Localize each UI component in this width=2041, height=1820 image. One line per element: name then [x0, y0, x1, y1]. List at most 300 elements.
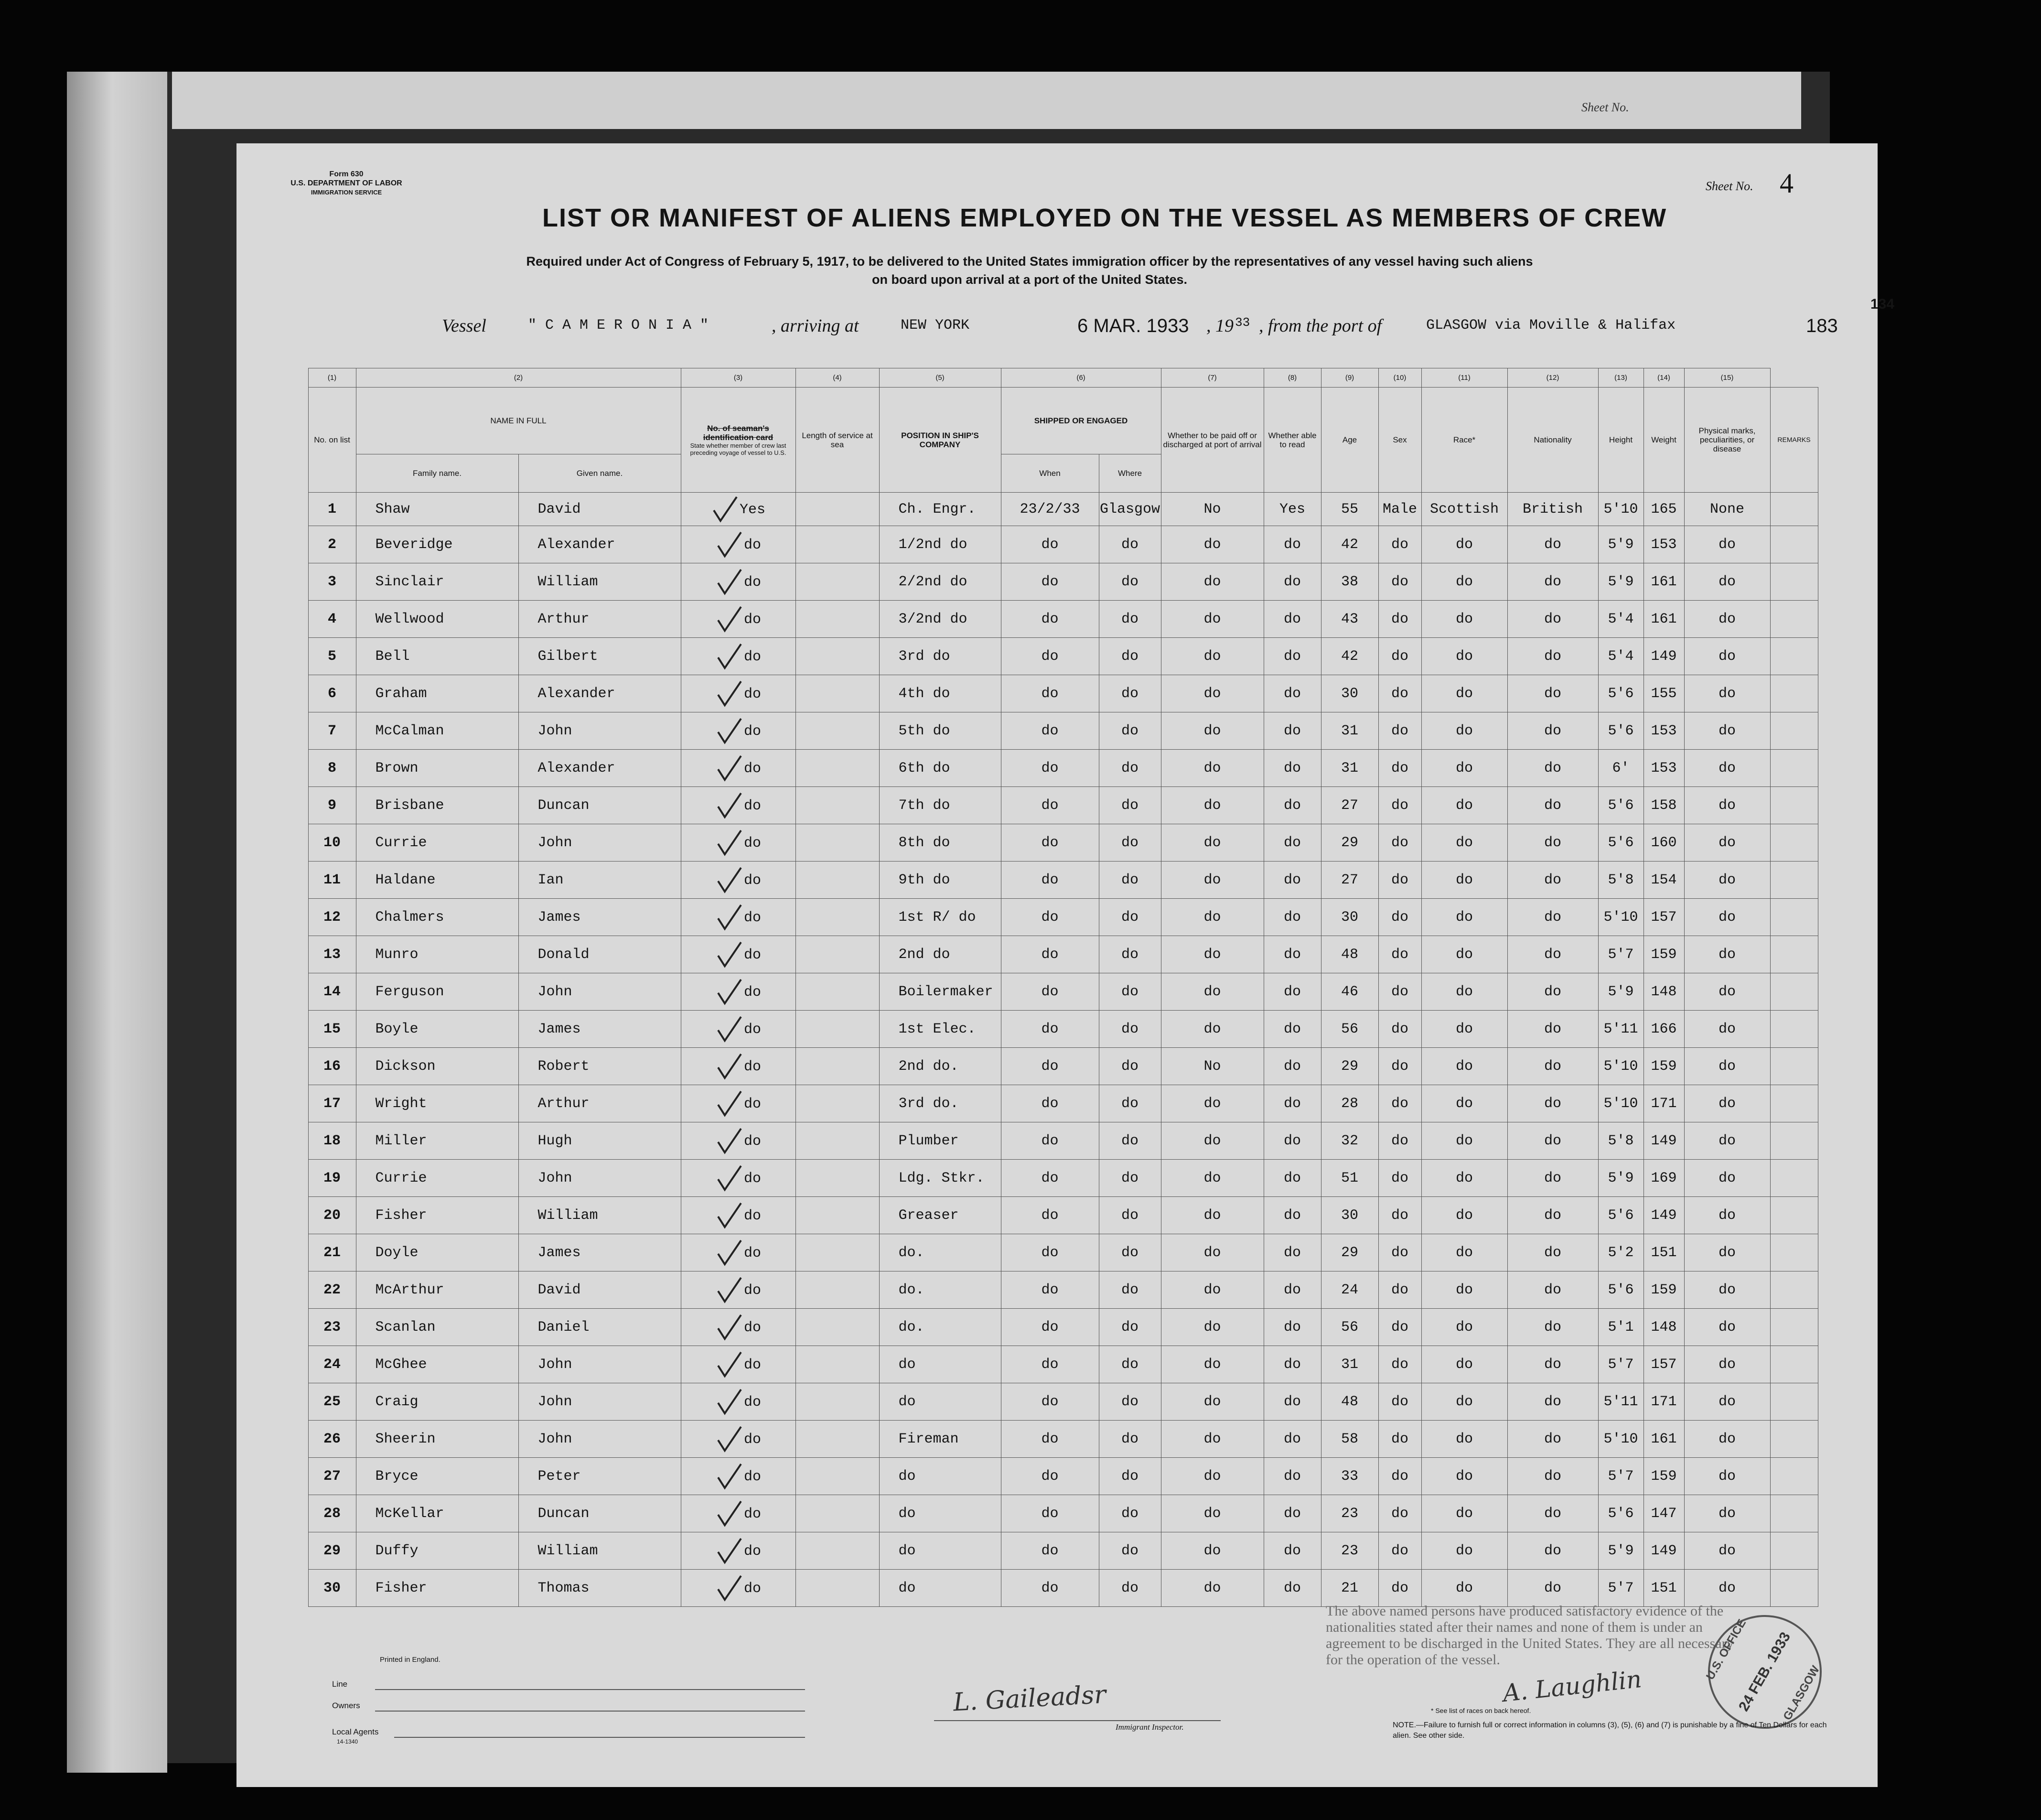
sex-cell: Male — [1378, 493, 1421, 526]
nationality-cell: do — [1507, 1570, 1598, 1607]
row-number-cell: 18 — [308, 1122, 356, 1160]
check-mark-icon — [715, 866, 744, 894]
previous-voyage-cell — [681, 675, 795, 712]
height-cell: 5'8 — [1598, 1122, 1644, 1160]
weight-cell: 165 — [1644, 493, 1684, 526]
nationality-cell: do — [1507, 1271, 1598, 1309]
weight-cell: 159 — [1644, 1458, 1684, 1495]
given-name-cell: Hugh — [518, 1122, 681, 1160]
row-number-cell: 9 — [308, 787, 356, 824]
paid-off-cell: do — [1161, 563, 1264, 601]
paid-off-cell: do — [1161, 638, 1264, 675]
race-cell: do — [1421, 601, 1507, 638]
shipped-where-cell: do — [1099, 973, 1161, 1011]
header-name-in-full: NAME IN FULL — [356, 388, 681, 454]
remarks-cell — [1770, 1085, 1818, 1122]
previous-voyage-text: do — [743, 686, 761, 702]
check-mark-icon — [715, 1052, 744, 1081]
nationality-cell: do — [1507, 1383, 1598, 1421]
sex-cell: do — [1378, 675, 1421, 712]
shipped-when-cell: do — [1001, 899, 1099, 936]
sex-cell: do — [1378, 1234, 1421, 1271]
weight-cell: 148 — [1644, 973, 1684, 1011]
age-cell: 28 — [1321, 1085, 1378, 1122]
paid-off-cell: do — [1161, 1309, 1264, 1346]
row-number-cell: 5 — [308, 638, 356, 675]
race-cell: do — [1421, 973, 1507, 1011]
shipped-when-cell: do — [1001, 1197, 1099, 1234]
age-cell: 55 — [1321, 493, 1378, 526]
owners-rule — [375, 1711, 805, 1712]
physical-marks-cell: do — [1684, 1197, 1770, 1234]
nationality-cell: do — [1507, 750, 1598, 787]
row-number-cell: 7 — [308, 712, 356, 750]
family-name-cell: Doyle — [356, 1234, 518, 1271]
stamp-date: 24 FEB. 1933 — [1735, 1629, 1794, 1714]
sex-cell: do — [1378, 712, 1421, 750]
sex-cell: do — [1378, 1570, 1421, 1607]
height-cell: 5'7 — [1598, 1570, 1644, 1607]
height-cell: 5'2 — [1598, 1234, 1644, 1271]
nationality-cell: do — [1507, 973, 1598, 1011]
previous-voyage-cell — [681, 1458, 795, 1495]
sex-cell: do — [1378, 936, 1421, 973]
height-cell: 5'4 — [1598, 601, 1644, 638]
position-cell: Ch. Engr. — [879, 493, 1001, 526]
shipped-when-cell: do — [1001, 1532, 1099, 1570]
shipped-when-cell: do — [1001, 862, 1099, 899]
header-race: Race* — [1421, 388, 1507, 493]
previous-voyage-cell — [681, 973, 795, 1011]
remarks-cell — [1770, 1234, 1818, 1271]
physical-marks-cell: do — [1684, 675, 1770, 712]
col-11-number: (11) — [1421, 368, 1507, 388]
nationality-declaration-stamp: The above named persons have produced satisfactory evidence of the nationalities stated after their names and none of them is under an agreement to be discharged in the United States. They are all necessary for the operation of the vessel. — [1326, 1603, 1734, 1668]
physical-marks-cell: do — [1684, 750, 1770, 787]
height-cell: 5'8 — [1598, 862, 1644, 899]
paid-off-cell: No — [1161, 1048, 1264, 1085]
family-name-cell: Chalmers — [356, 899, 518, 936]
position-cell: 9th do — [879, 862, 1001, 899]
form-header — [275, 170, 418, 197]
remarks-cell — [1770, 638, 1818, 675]
able-to-read-cell: do — [1264, 787, 1321, 824]
age-cell: 23 — [1321, 1532, 1378, 1570]
age-cell: 21 — [1321, 1570, 1378, 1607]
shipped-where-cell: do — [1099, 1271, 1161, 1309]
previous-voyage-text: do — [743, 723, 761, 740]
given-name-cell: David — [518, 1271, 681, 1309]
able-to-read-cell: do — [1264, 1085, 1321, 1122]
previous-voyage-text: do — [743, 1357, 761, 1373]
row-number-cell: 17 — [308, 1085, 356, 1122]
previous-voyage-cell — [681, 493, 795, 526]
length-of-service-cell — [795, 824, 879, 862]
nationality-cell: do — [1507, 563, 1598, 601]
races-footnote: * See list of races on back hereof. — [1431, 1707, 1531, 1714]
weight-cell: 149 — [1644, 1122, 1684, 1160]
nationality-cell: do — [1507, 936, 1598, 973]
able-to-read-cell: do — [1264, 1346, 1321, 1383]
race-cell: do — [1421, 563, 1507, 601]
shipped-where-cell: do — [1099, 1122, 1161, 1160]
row-number-cell: 23 — [308, 1309, 356, 1346]
shipped-when-cell: do — [1001, 1234, 1099, 1271]
line-label: Line — [332, 1680, 348, 1689]
previous-voyage-cell — [681, 1160, 795, 1197]
given-name-cell: Gilbert — [518, 638, 681, 675]
weight-cell: 153 — [1644, 750, 1684, 787]
race-cell: do — [1421, 1495, 1507, 1532]
remarks-cell — [1770, 675, 1818, 712]
shipped-where-cell: do — [1099, 563, 1161, 601]
nationality-cell: do — [1507, 712, 1598, 750]
paid-off-cell: do — [1161, 1383, 1264, 1421]
remarks-cell — [1770, 563, 1818, 601]
nationality-cell: do — [1507, 526, 1598, 563]
remarks-cell — [1770, 973, 1818, 1011]
race-cell: do — [1421, 675, 1507, 712]
remarks-cell — [1770, 1309, 1818, 1346]
physical-marks-cell: do — [1684, 1309, 1770, 1346]
header-nationality: Nationality — [1507, 388, 1598, 493]
given-name-cell: William — [518, 1197, 681, 1234]
race-cell: do — [1421, 1011, 1507, 1048]
length-of-service-cell — [795, 675, 879, 712]
able-to-read-cell: do — [1264, 1383, 1321, 1421]
position-cell: 6th do — [879, 750, 1001, 787]
paid-off-cell: do — [1161, 936, 1264, 973]
race-cell: do — [1421, 899, 1507, 936]
shipped-when-cell: do — [1001, 1160, 1099, 1197]
sex-cell: do — [1378, 638, 1421, 675]
position-cell: do — [879, 1383, 1001, 1421]
physical-marks-cell: do — [1684, 1160, 1770, 1197]
given-name-cell: David — [518, 493, 681, 526]
height-cell: 5'6 — [1598, 675, 1644, 712]
physical-marks-cell: do — [1684, 1011, 1770, 1048]
row-number-cell: 27 — [308, 1458, 356, 1495]
weight-cell: 171 — [1644, 1085, 1684, 1122]
physical-marks-cell: do — [1684, 1495, 1770, 1532]
height-cell: 5'10 — [1598, 899, 1644, 936]
nationality-cell: do — [1507, 1197, 1598, 1234]
paid-off-cell: do — [1161, 1085, 1264, 1122]
weight-cell: 158 — [1644, 787, 1684, 824]
weight-cell: 149 — [1644, 1197, 1684, 1234]
shipped-where-cell: do — [1099, 1532, 1161, 1570]
vessel-name: " C A M E R O N I A " — [528, 317, 709, 334]
paid-off-cell: do — [1161, 712, 1264, 750]
remarks-cell — [1770, 862, 1818, 899]
check-mark-icon — [715, 1015, 744, 1044]
header-given-name: Given name. — [518, 454, 681, 493]
position-cell: do — [879, 1532, 1001, 1570]
able-to-read-cell: do — [1264, 1160, 1321, 1197]
physical-marks-cell: do — [1684, 1048, 1770, 1085]
form-title: LIST OR MANIFEST OF ALIENS EMPLOYED ON THE VESSEL AS MEMBERS OF CREW — [542, 204, 1667, 232]
previous-voyage-text: do — [743, 1170, 761, 1187]
paid-off-cell: do — [1161, 1197, 1264, 1234]
length-of-service-cell — [795, 493, 879, 526]
previous-voyage-text: do — [743, 1207, 761, 1224]
able-to-read-cell: do — [1264, 1495, 1321, 1532]
race-cell: do — [1421, 1346, 1507, 1383]
given-name-cell: John — [518, 973, 681, 1011]
length-of-service-cell — [795, 1532, 879, 1570]
given-name-cell: John — [518, 1160, 681, 1197]
weight-cell: 147 — [1644, 1495, 1684, 1532]
physical-marks-cell: do — [1684, 563, 1770, 601]
able-to-read-cell: do — [1264, 712, 1321, 750]
agents-label: Local Agents — [332, 1727, 379, 1736]
age-cell: 58 — [1321, 1421, 1378, 1458]
shipped-when-cell: do — [1001, 526, 1099, 563]
weight-cell: 161 — [1644, 1421, 1684, 1458]
given-name-cell: Robert — [518, 1048, 681, 1085]
check-mark-icon — [715, 1089, 744, 1118]
shipped-when-cell: do — [1001, 1271, 1099, 1309]
previous-voyage-text: do — [743, 872, 761, 889]
voyage-line — [442, 315, 1780, 337]
weight-cell: 161 — [1644, 601, 1684, 638]
sex-cell: do — [1378, 1309, 1421, 1346]
paid-off-cell: do — [1161, 1458, 1264, 1495]
given-name-cell: Duncan — [518, 1495, 681, 1532]
family-name-cell: Craig — [356, 1383, 518, 1421]
sex-cell: do — [1378, 1122, 1421, 1160]
given-name-cell: John — [518, 1421, 681, 1458]
crew-table — [236, 368, 1818, 1607]
header-remarks: REMARKS — [1770, 388, 1818, 493]
row-number-cell: 24 — [308, 1346, 356, 1383]
able-to-read-cell: Yes — [1264, 493, 1321, 526]
nationality-cell: do — [1507, 601, 1598, 638]
sex-cell: do — [1378, 862, 1421, 899]
header-paid-off: Whether to be paid off or discharged at port of arrival — [1161, 388, 1264, 493]
col-15-number: (15) — [1684, 368, 1770, 388]
given-name-cell: Peter — [518, 1458, 681, 1495]
inspector-rule — [934, 1720, 1221, 1721]
age-cell: 27 — [1321, 862, 1378, 899]
header-no-on-list: No. on list — [308, 388, 356, 493]
race-cell: do — [1421, 1383, 1507, 1421]
weight-cell: 159 — [1644, 1048, 1684, 1085]
table-row — [236, 1383, 1818, 1421]
subtitle-line-1: Required under Act of Congress of February 5, 1917, to be delivered to the United States immigration officer by the representatives of any vessel having such aliens — [526, 254, 1533, 269]
arriving-label: , arriving at — [772, 316, 859, 336]
age-cell: 23 — [1321, 1495, 1378, 1532]
table-row — [236, 563, 1818, 601]
table-row — [236, 1495, 1818, 1532]
shipped-where-cell: do — [1099, 1458, 1161, 1495]
physical-marks-cell: do — [1684, 1271, 1770, 1309]
owners-label: Owners — [332, 1701, 360, 1710]
length-of-service-cell — [795, 1011, 879, 1048]
remarks-cell — [1770, 1346, 1818, 1383]
physical-marks-cell: do — [1684, 526, 1770, 563]
header-position: POSITION IN SHIP'S COMPANY — [879, 388, 1001, 493]
check-mark-icon — [715, 1350, 744, 1379]
length-of-service-cell — [795, 1346, 879, 1383]
weight-cell: 155 — [1644, 675, 1684, 712]
able-to-read-cell: do — [1264, 936, 1321, 973]
service-name: IMMIGRATION SERVICE — [311, 189, 382, 196]
col-3-number: (3) — [681, 368, 795, 388]
length-of-service-cell — [795, 1495, 879, 1532]
paid-off-cell: No — [1161, 493, 1264, 526]
header-where: Where — [1099, 454, 1161, 493]
nationality-cell: do — [1507, 1011, 1598, 1048]
previous-voyage-text: do — [743, 1468, 761, 1485]
able-to-read-cell: do — [1264, 862, 1321, 899]
family-name-cell: Ferguson — [356, 973, 518, 1011]
position-cell: 5th do — [879, 712, 1001, 750]
height-cell: 5'6 — [1598, 712, 1644, 750]
nationality-cell: do — [1507, 1421, 1598, 1458]
weight-cell: 157 — [1644, 899, 1684, 936]
race-cell: Scottish — [1421, 493, 1507, 526]
table-row — [236, 712, 1818, 750]
header-age: Age — [1321, 388, 1378, 493]
shipped-where-cell: do — [1099, 1197, 1161, 1234]
check-mark-icon — [715, 1238, 744, 1267]
age-cell: 29 — [1321, 824, 1378, 862]
age-cell: 31 — [1321, 712, 1378, 750]
family-name-cell: McGhee — [356, 1346, 518, 1383]
table-row — [236, 1421, 1818, 1458]
weight-cell: 159 — [1644, 936, 1684, 973]
shipped-where-cell: do — [1099, 712, 1161, 750]
age-cell: 43 — [1321, 601, 1378, 638]
remarks-cell — [1770, 1495, 1818, 1532]
check-mark-icon — [715, 530, 744, 559]
physical-marks-cell: do — [1684, 824, 1770, 862]
physical-marks-cell: do — [1684, 1570, 1770, 1607]
position-cell: 2nd do. — [879, 1048, 1001, 1085]
col-2-number: (2) — [356, 368, 681, 388]
shipped-when-cell: do — [1001, 1570, 1099, 1607]
family-name-cell: Boyle — [356, 1011, 518, 1048]
from-port-label: , from the port of — [1259, 316, 1382, 336]
previous-voyage-text: do — [743, 611, 761, 628]
position-cell: Ldg. Stkr. — [879, 1160, 1001, 1197]
able-to-read-cell: do — [1264, 1011, 1321, 1048]
height-cell: 6' — [1598, 750, 1644, 787]
physical-marks-cell: do — [1684, 936, 1770, 973]
paid-off-cell: do — [1161, 1421, 1264, 1458]
previous-voyage-cell — [681, 899, 795, 936]
remarks-cell — [1770, 1271, 1818, 1309]
given-name-cell: John — [518, 824, 681, 862]
age-cell: 31 — [1321, 750, 1378, 787]
physical-marks-cell: do — [1684, 601, 1770, 638]
shipped-where-cell: do — [1099, 1570, 1161, 1607]
row-number-cell: 3 — [308, 563, 356, 601]
given-name-cell: Alexander — [518, 750, 681, 787]
shipped-when-cell: do — [1001, 712, 1099, 750]
header-shipped-engaged: SHIPPED OR ENGAGED — [1001, 388, 1161, 454]
arrival-date-stamp: 6 MAR. 1933 — [1077, 315, 1189, 336]
age-cell: 27 — [1321, 787, 1378, 824]
shipped-when-cell: do — [1001, 1309, 1099, 1346]
weight-cell: 161 — [1644, 563, 1684, 601]
family-name-cell: Brown — [356, 750, 518, 787]
height-cell: 5'7 — [1598, 936, 1644, 973]
previous-voyage-text: do — [743, 1580, 761, 1597]
year-value: 33 — [1235, 315, 1250, 330]
previous-voyage-text: do — [743, 1245, 761, 1261]
position-cell: 1/2nd do — [879, 526, 1001, 563]
age-cell: 48 — [1321, 1383, 1378, 1421]
row-number-cell: 10 — [308, 824, 356, 862]
nationality-cell: do — [1507, 824, 1598, 862]
check-mark-icon — [715, 679, 744, 708]
physical-marks-cell: do — [1684, 1234, 1770, 1271]
age-cell: 56 — [1321, 1011, 1378, 1048]
previous-sheet — [172, 72, 1801, 129]
previous-voyage-cell — [681, 1048, 795, 1085]
previous-voyage-cell — [681, 787, 795, 824]
height-cell: 5'9 — [1598, 526, 1644, 563]
paid-off-cell: do — [1161, 1346, 1264, 1383]
family-name-cell: Fisher — [356, 1570, 518, 1607]
nationality-cell: do — [1507, 1085, 1598, 1122]
given-name-cell: William — [518, 1532, 681, 1570]
family-name-cell: Haldane — [356, 862, 518, 899]
paid-off-cell: do — [1161, 601, 1264, 638]
physical-marks-cell: do — [1684, 1421, 1770, 1458]
shipped-where-cell: do — [1099, 1346, 1161, 1383]
length-of-service-cell — [795, 973, 879, 1011]
sex-cell: do — [1378, 1495, 1421, 1532]
remarks-cell — [1770, 1383, 1818, 1421]
check-mark-icon — [715, 1164, 744, 1193]
remarks-cell — [1770, 1532, 1818, 1570]
shipped-when-cell: do — [1001, 675, 1099, 712]
from-port: GLASGOW via Moville & Halifax — [1426, 317, 1676, 334]
table-row — [236, 675, 1818, 712]
col-5-number: (5) — [879, 368, 1001, 388]
able-to-read-cell: do — [1264, 1122, 1321, 1160]
nationality-cell: do — [1507, 1532, 1598, 1570]
weight-cell: 166 — [1644, 1011, 1684, 1048]
check-mark-icon — [715, 754, 744, 783]
given-name-cell: Arthur — [518, 601, 681, 638]
able-to-read-cell: do — [1264, 973, 1321, 1011]
position-cell: do — [879, 1346, 1001, 1383]
shipped-when-cell: do — [1001, 1458, 1099, 1495]
race-cell: do — [1421, 787, 1507, 824]
previous-voyage-text: do — [743, 1319, 761, 1336]
paid-off-cell: do — [1161, 824, 1264, 862]
position-cell: Fireman — [879, 1421, 1001, 1458]
shipped-when-cell: do — [1001, 750, 1099, 787]
race-cell: do — [1421, 1048, 1507, 1085]
weight-cell: 153 — [1644, 712, 1684, 750]
physical-marks-cell: do — [1684, 787, 1770, 824]
nationality-cell: do — [1507, 899, 1598, 936]
department-name: U.S. DEPARTMENT OF LABOR — [290, 179, 402, 187]
arriving-port: NEW YORK — [901, 317, 970, 334]
previous-voyage-text: do — [743, 1021, 761, 1038]
height-cell: 5'7 — [1598, 1458, 1644, 1495]
previous-voyage-cell — [681, 712, 795, 750]
previous-voyage-text: do — [743, 537, 761, 553]
table-row — [236, 1085, 1818, 1122]
vessel-label: Vessel — [442, 316, 486, 336]
physical-marks-cell: do — [1684, 712, 1770, 750]
